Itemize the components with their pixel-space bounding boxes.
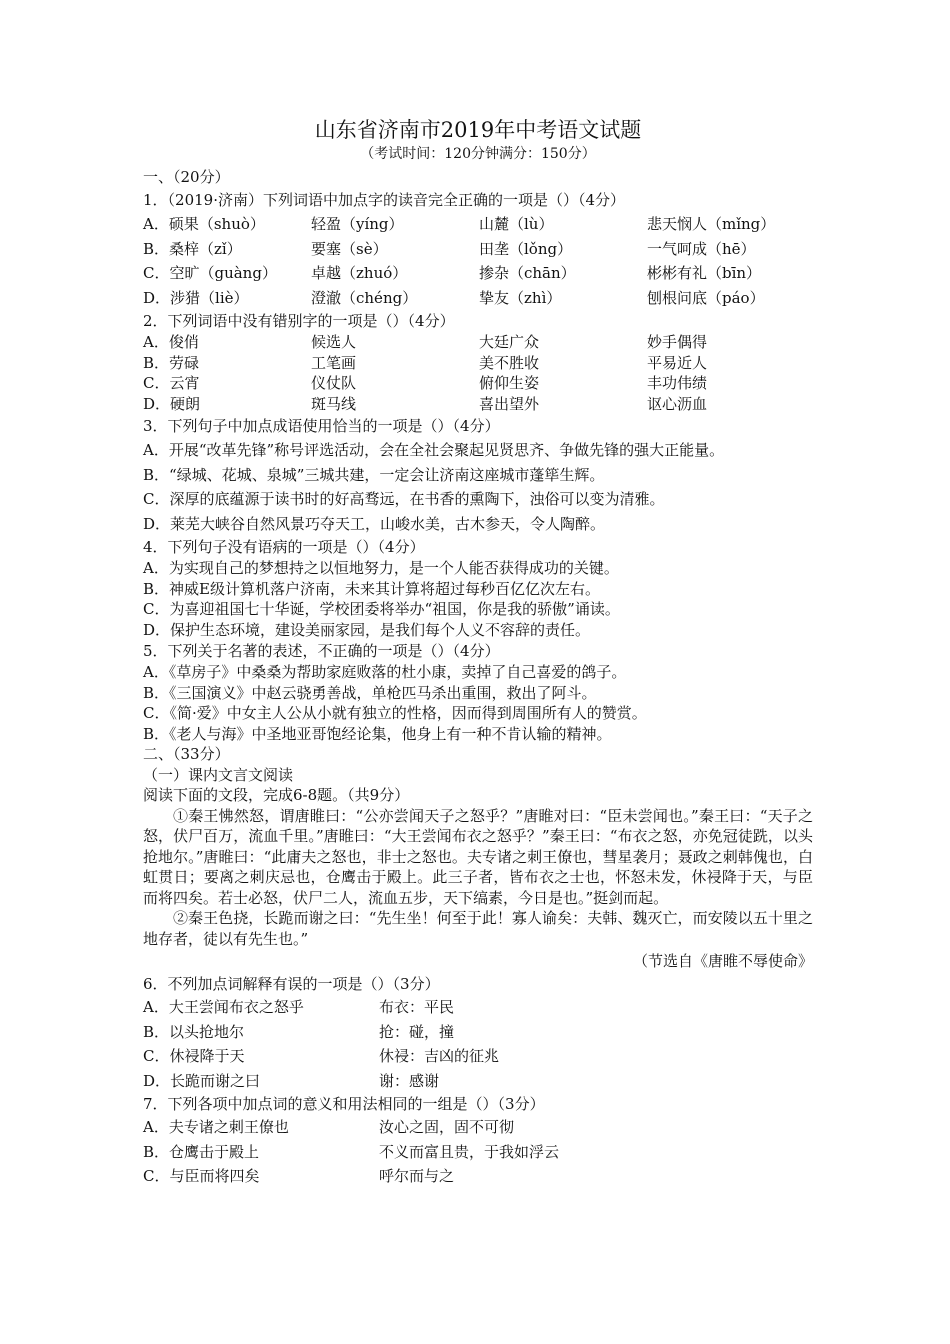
option-cell: 卓越（zhuó） xyxy=(311,264,408,282)
question-stem: 2．下列词语中没有错别字的一项是（）（4分） xyxy=(143,312,455,330)
question-stem: 7．下列各项中加点词的意义和用法相同的一组是（）（3分） xyxy=(143,1095,545,1113)
question-stem: 6．不列加点词解释有误的一项是（）（3分） xyxy=(143,975,440,993)
document-content xyxy=(143,116,813,1189)
option-cell: A．俊俏 xyxy=(143,333,199,351)
option-cell: 俯仰生姿 xyxy=(479,374,540,392)
option-row xyxy=(143,1140,813,1165)
option-cell: 大廷广众 xyxy=(479,333,540,351)
subsection-heading: （一）课内文言文阅读 xyxy=(143,765,294,784)
option-row xyxy=(143,1069,813,1094)
section-heading: 一、（20分） xyxy=(143,168,230,186)
option-sentence: B．仓鹰击于殿上 xyxy=(143,1142,260,1161)
reading-instruction: 阅读下面的文段，完成6-8题。（共9分） xyxy=(143,786,410,804)
option-sentence: C．休祲降于天 xyxy=(143,1047,245,1065)
option-cell: 掺杂（chān） xyxy=(479,264,576,282)
option-cell: 轻盈（yíng） xyxy=(311,215,404,233)
option-cell: 挚友（zhì） xyxy=(479,288,562,307)
option-row xyxy=(143,353,813,374)
option-row xyxy=(143,237,813,262)
document-title: 山东省济南市2019年中考语文试题 xyxy=(314,118,642,142)
option-cell: 讴心沥血 xyxy=(647,394,708,413)
option-cell: 美不胜收 xyxy=(479,353,540,372)
option-line: A．开展“改革先锋”称号评选活动，会在全社会聚起见贤思齐、争做先锋的强大正能量。 xyxy=(143,441,725,459)
question-stem: 5．下列关于名著的表述，不正确的一项是（）（4分） xyxy=(143,642,500,660)
option-comparison: 不义而富且贵，于我如浮云 xyxy=(379,1142,560,1161)
option-line: B．“绿城、花城、泉城”三城共建，一定会让济南这座城市蓬筚生辉。 xyxy=(143,465,605,484)
option-cell: C．空旷（guàng） xyxy=(143,264,277,282)
option-row xyxy=(143,1020,813,1045)
option-row xyxy=(143,286,813,311)
option-cell: C．云宵 xyxy=(143,374,200,392)
option-line: D．保护生态环境，建设美丽家园，是我们每个人义不容辞的责任。 xyxy=(143,620,591,639)
option-row xyxy=(143,1115,813,1140)
option-row xyxy=(143,373,813,394)
option-cell: 斑马线 xyxy=(311,394,357,413)
option-sentence: A．夫专诸之刺王僚也 xyxy=(143,1118,289,1136)
option-sentence: B．以头抢地尔 xyxy=(143,1022,245,1041)
option-cell: 一气呵成（hē） xyxy=(647,239,756,258)
option-explanation: 谢：感谢 xyxy=(379,1071,440,1090)
option-sentence: D．长跪而谢之曰 xyxy=(143,1071,261,1090)
option-row xyxy=(143,394,813,415)
passage-paragraph: ①秦王怫然怒，谓唐睢曰：“公亦尝闻天子之怒乎？”唐睢对曰：“臣未尝闻也。”秦王曰：“天子之怒，伏尸百万，流血千里。”唐睢曰：“大王尝闻布衣之怒乎？”秦王曰：“布衣之怒，亦免冠徒跣，以头抢地尔。”唐睢曰：“此庸夫之怒也，非士之怒也。夫专诸之刺王僚也，彗星袭月；聂政之刺韩傀也，白虹贯日；要离之刺庆忌也，仓鹰击于殿上。此三子者，皆布衣之士也，怀怒未发，休祲降于天，与臣而将四矣。若士必怒，伏尸二人，流血五步，天下缟素，今日是也。”挺剑而起。 xyxy=(143,806,813,907)
question-stem: 4．下列句子没有语病的一项是（）（4分） xyxy=(143,538,425,556)
option-row xyxy=(143,1044,813,1069)
question-stem: 3．下列句子中加点成语使用恰当的一项是（）（4分） xyxy=(143,417,500,435)
option-cell: B．劳碌 xyxy=(143,353,200,372)
option-cell: 工笔画 xyxy=(311,353,357,372)
option-cell: 喜出望外 xyxy=(479,394,540,413)
option-line: C．《简·爱》中女主人公从小就有独立的性格，因而得到周围所有人的赞赏。 xyxy=(143,704,647,722)
option-line: B．《三国演义》中赵云骁勇善战，单枪匹马杀出重围，救出了阿斗。 xyxy=(143,683,597,702)
option-line: A．《草房子》中桑桑为帮助家庭败落的杜小康，卖掉了自己喜爱的鸽子。 xyxy=(143,663,627,681)
option-explanation: 抢：碰，撞 xyxy=(379,1022,455,1041)
exam-info: （考试时间：120分钟满分：150分） xyxy=(360,146,596,162)
option-row xyxy=(143,212,813,237)
option-line: B．神威E级计算机落户济南，未来其计算将超过每秒百亿亿次左右。 xyxy=(143,579,600,598)
option-sentence: C．与臣而将四矣 xyxy=(143,1167,260,1185)
option-cell: 田垄（lǒng） xyxy=(479,239,573,258)
option-row xyxy=(143,332,813,353)
option-cell: 刨根问底（páo） xyxy=(647,288,765,307)
option-cell: B．桑梓（zǐ） xyxy=(143,239,242,258)
option-cell: 丰功伟绩 xyxy=(647,374,708,392)
option-cell: 候选人 xyxy=(311,333,357,351)
option-row xyxy=(143,1164,813,1189)
option-row xyxy=(143,995,813,1020)
option-line: D．莱芜大峡谷自然风景巧夺天工，山峻水美，古木参天，令人陶醉。 xyxy=(143,514,606,533)
option-cell: A．硕果（shuò） xyxy=(143,215,265,233)
section-heading: 二、（33分） xyxy=(143,745,230,763)
option-cell: 悲天悯人（mǐng） xyxy=(647,215,776,233)
option-comparison: 汝心之固，固不可彻 xyxy=(379,1118,515,1136)
option-explanation: 休祲：吉凶的征兆 xyxy=(379,1047,500,1065)
option-line: B．《老人与海》中圣地亚哥饱经论集，他身上有一种不肯认输的精神。 xyxy=(143,724,612,743)
option-comparison: 呼尔而与之 xyxy=(379,1167,455,1185)
option-line: C．深厚的底蕴源于读书时的好高骛远，在书香的熏陶下，浊俗可以变为清雅。 xyxy=(143,490,665,508)
option-cell: 平易近人 xyxy=(647,353,708,372)
passage-paragraph: ②秦王色挠，长跪而谢之曰：“先生坐！何至于此！寡人谕矣：夫韩、魏灭亡，而安陵以五十里之地存者，徒以有先生也。” xyxy=(143,909,813,948)
option-cell: 彬彬有礼（bīn） xyxy=(647,264,762,282)
option-cell: 澄澈（chéng） xyxy=(311,288,418,307)
option-sentence: A．大王尝闻布衣之怒乎 xyxy=(143,998,304,1016)
passage-source: （节选自《唐睢不辱使命》 xyxy=(632,952,813,970)
option-cell: 妙手偶得 xyxy=(647,333,708,351)
option-cell: D．硬朗 xyxy=(143,394,201,413)
option-cell: 仪仗队 xyxy=(311,374,357,392)
option-explanation: 布衣：平民 xyxy=(379,998,455,1016)
question-stem: 1．（2019·济南）下列词语中加点字的读音完全正确的一项是（）（4分） xyxy=(143,191,626,209)
option-row xyxy=(143,261,813,286)
option-cell: 山麓（lù） xyxy=(479,215,554,233)
option-cell: D．涉猎（liè） xyxy=(143,288,249,307)
option-cell: 要塞（sè） xyxy=(311,239,388,258)
option-line: A．为实现自己的梦想持之以恒地努力，是一个人能否获得成功的关键。 xyxy=(143,559,619,577)
option-line: C．为喜迎祖国七十华诞，学校团委将举办“祖国，你是我的骄傲”诵读。 xyxy=(143,600,620,618)
